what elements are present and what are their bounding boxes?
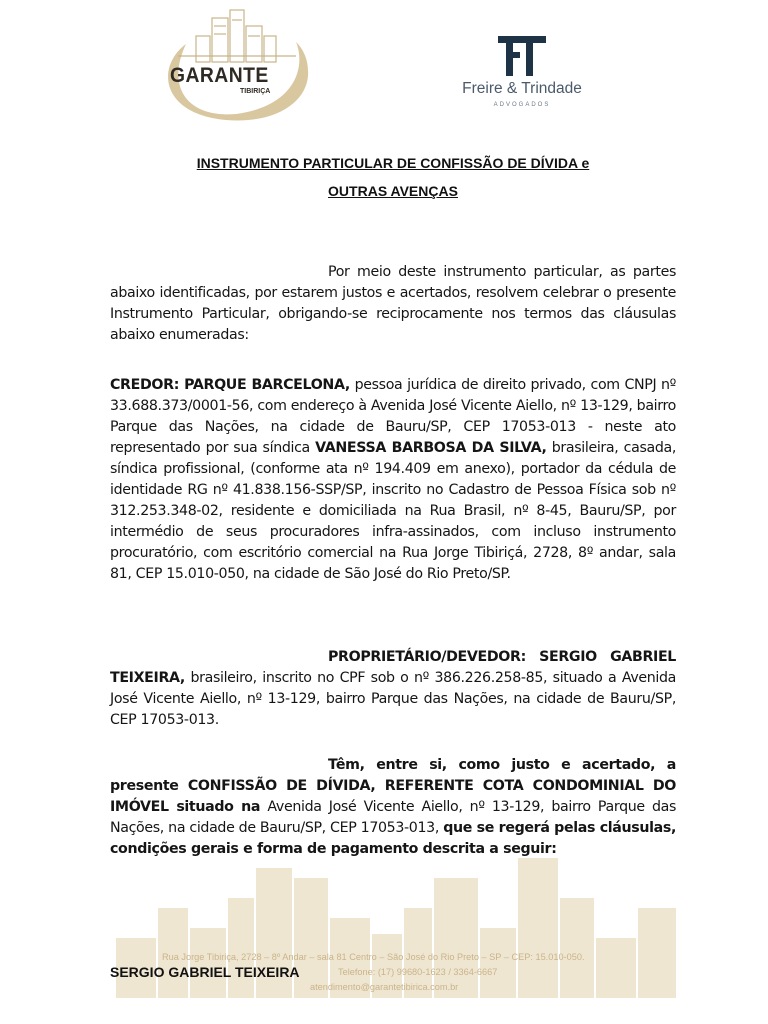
ft-logo-name: Freire & Trindade [462,80,582,97]
ft-logo-sub: ADVOGADOS [493,102,551,108]
freire-trindade-logo [452,32,592,114]
ft-monogram-icon [492,32,552,80]
creditor-label: CREDOR: PARQUE BARCELONA, [110,377,350,393]
intro-paragraph: Por meio deste instrumento particular, as partes abaixo identificadas, por estarem justos e acertados, resolvem celebrar o presente Instrumento Particular, obrigando-se reciprocamente nos termos das cláusulas abaixo enumeradas: [110,264,676,343]
creditor-representative: VANESSA BARBOSA DA SILVA, [315,440,547,456]
document-title-line2: OUTRAS AVENÇAS [328,183,458,199]
creditor-text-part1: pessoa jurídica de direito privado, com CNPJ nº 33.688.373/0001-56, com endereço à Avenida José Vicente Aiello, nº 13-129, bairro Parque das Nações, na cidade de Bauru/SP, CEP 17053-013 - neste ato representado por sua síndica [110,377,676,456]
agreement-text: Avenida José Vicente Aiello, nº 13-129, bairro Parque das Nações, na cidade de Bauru/SP, CEP 17053-013, [110,799,676,836]
debtor-label: PROPRIETÁRIO/DEVEDOR: SERGIO GABRIEL TEIXEIRA, [110,649,676,686]
signature-name: SERGIO GABRIEL TEIXEIRA [110,964,300,980]
debtor-text: brasileiro, inscrito no CPF sob o nº 386.226.258-85, situado a Avenida José Vicente Aiello, nº 13-129, bairro Parque das Nações, na cidade de Bauru/SP, CEP 17053-013. [110,670,676,728]
creditor-text-part2: brasileira, casada, síndica profissional, (conforme ata nº 194.409 em anexo), portador da cédula de identidade RG nº 41.838.156-SSP/SP, inscrito no Cadastro de Pessoa Física sob nº 312.253.348-02, residente e domiciliada na Rua Brasil, nº 8-45, Bauru/SP, por intermédio de seus procuradores infra-assinados, com incluso instrumento procuratório, com escritório comercial na Rua Jorge Tibiriçá, 2728, 8º andar, sala 81, CEP 15.010-050, na cidade de São José do Rio Preto/SP. [110,440,676,582]
debtor-paragraph [110,647,676,731]
garante-logo [156,6,316,124]
garante-logo-sub: TIBIRIÇA [240,88,271,95]
creditor-paragraph [110,375,676,585]
footer-phone: Telefone: (17) 99680-1623 / 3364-6667 [338,967,498,977]
agreement-bold-part1: Têm, entre si, como justo e acertado, a presente CONFISSÃO DE DÍVIDA, REFERENTE COTA CONDOMINIAL DO IMÓVEL situado na [110,757,676,815]
agreement-bold-part2: que se regerá pelas cláusulas, condições gerais e forma de pagamento descrita a seguir: [110,820,676,857]
garante-logo-name: GARANTE [170,64,269,87]
footer-address: Rua Jorge Tibiriça, 2728 – 8º Andar – sala 81 Centro – São José do Rio Preto – SP – CEP: 15.010-050. [162,952,585,962]
footer-email: atendimento@garantetibirica.com.br [310,982,459,992]
document-title-line1: INSTRUMENTO PARTICULAR DE CONFISSÃO DE DÍVIDA e [196,155,590,171]
